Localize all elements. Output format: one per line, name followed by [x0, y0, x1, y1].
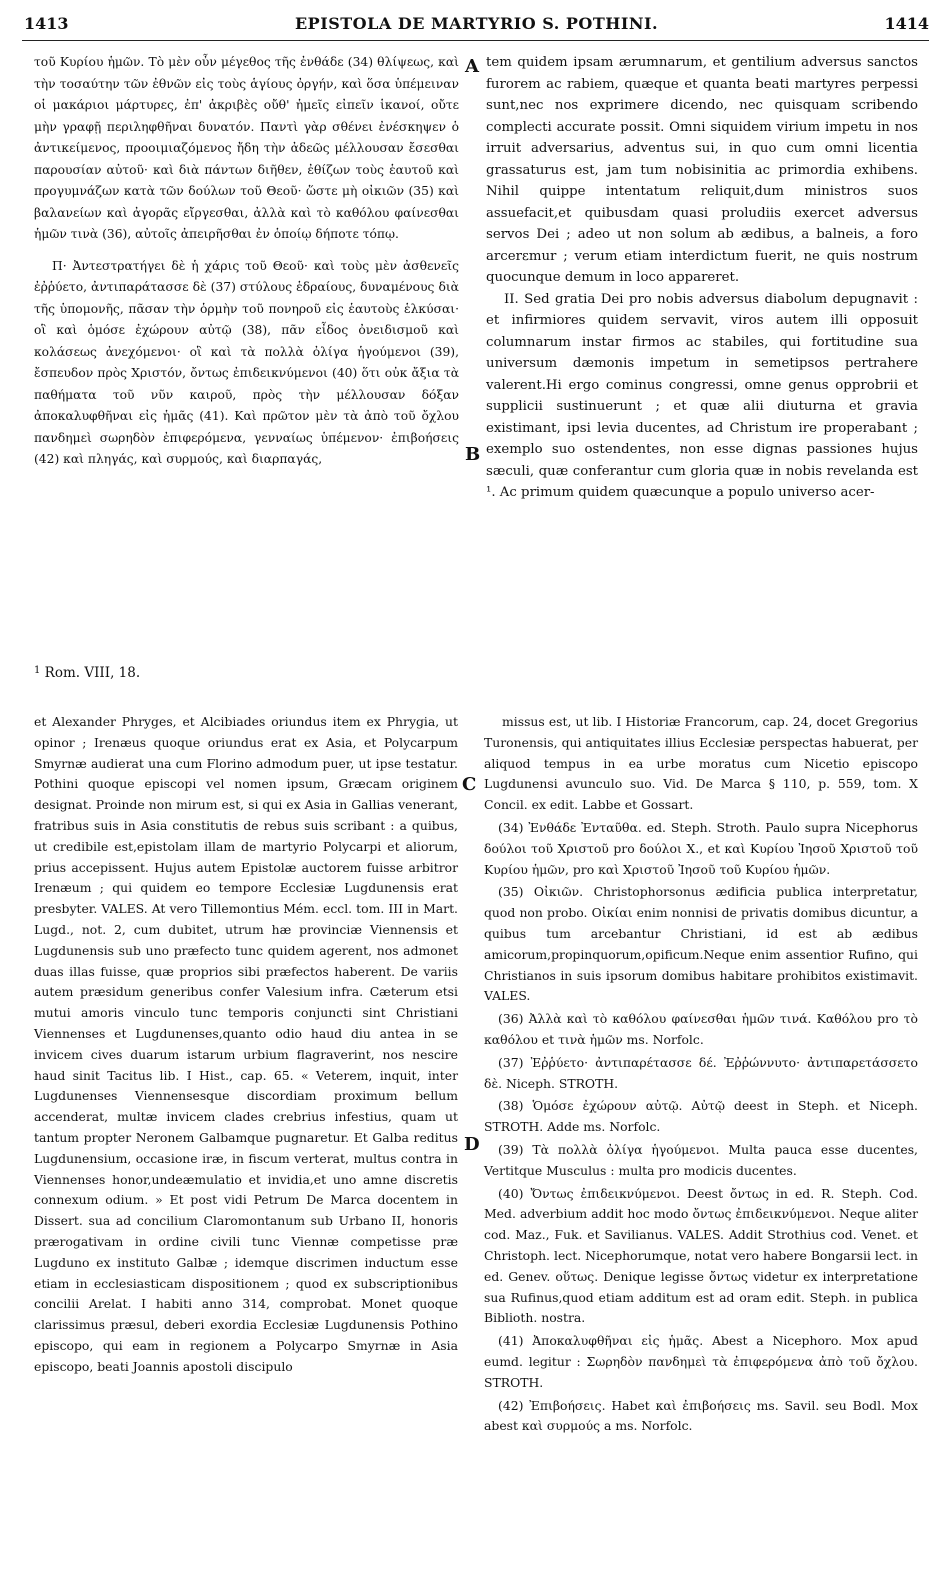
footnote — [34, 665, 140, 681]
note-continuation: missus est, ut lib. I Historiæ Francorum, cap. 24, docet Gregorius Turonensis, qui antiquitates illius Ecclesiæ perspectas habuerat, per aliquod tempus in ea urbe moratus cum Nicetio episcopo Lugdunensi avunculo suo. Vid. De Marca § 110, p. 559, tom. X Concil. ex edit. Labbe et Gossart. — [484, 714, 918, 813]
greek-text-column — [34, 52, 459, 471]
note-36: (36) Ἀλλὰ καὶ τὸ καθόλου φαίνεσθαι ἡμῶν τινά. Καθόλου pro τὸ καθόλου et τινὰ ἡμῶν ms. Norfolc. — [484, 1011, 918, 1047]
notes-left-column — [34, 712, 458, 1378]
latin-paragraph-1: tem quidem ipsam ærumnarum, et gentilium adversus sanctos furorem ac rabiem, quæque et quanta beati martyres perpessi sunt,nec nos exprimere dicendo, nec quisquam scribendo complecti accurate possit. Omni siquidem virium impetu in nos irruit adversarius, adventus sui, in quo cum omni licentia grassaturus est, jam tum nobisinitia ac primordia exhibens. Nihil quippe intentatum reliquit,dum ministros suos assuefacit,et quibusdam quasi proludiis exercet adversus servos Dei ; adeo ut non solum ab ædibus, a balneis, a foro arcerεmur ; verum etiam interdictum fuerit, ne quis nostrum quocunque demum in loco appareret. — [486, 55, 918, 285]
note-34: (34) Ἐνθάδε Ἐνταῦθα. ed. Steph. Stroth. Paulo supra Nicephorus δούλοι τοῦ Χριστοῦ pro δούλοι X., et καὶ Κυρίου Ἰησοῦ Χριστοῦ τοῦ Κυρίου ἡμῶν, pro καὶ Χριστοῦ Ἰησοῦ τοῦ Κυρίου ἡμῶν. — [484, 819, 918, 877]
page-header — [24, 14, 929, 40]
header-rule — [22, 40, 929, 41]
note-37: (37) Ἐῤῥύετο· ἀντιπαρέτασσε δέ. Ἐῤῥώννυτο· ἀντιπαρετάσσετο δὲ. Niceph. STROTH. — [484, 1054, 918, 1091]
notes-right-column — [484, 712, 918, 1437]
page-number-left: 1413 — [24, 14, 69, 33]
page-number-right: 1414 — [884, 14, 929, 33]
note-40: (40) Ὄντως ἐπιδεικνύμενοι. Deest ὄντως in ed. R. Steph. Cod. Med. adverbium addit hoc modo ὄντως ἐπιδεικνύμενοι. Neque aliter cod. Maz., Fuk. et Savilianus. VALES. Addit Strothius cod. Venet. et Christoph. lect. Nicephorumque, notat vero habere Bongarsii lect. in ed. Genev. οὕτως. Denique legisse ὄντως videtur ex interpretatione sua Rufinus,quod etiam additum est ad oram edit. Steph. in publica Biblioth. nostra. — [484, 1185, 918, 1326]
greek-paragraph-1: τοῦ Κυρίου ἡμῶν. Τὸ μὲν οὖν μέγεθος τῆς ἐνθάδε (34) θλίψεως, καὶ τὴν τοσαύτην τῶν ἐθνῶν εἰς τοὺς ἁγίους ὀργήν, καὶ ὅσα ὑπέμειναν οἱ μακάριοι μάρτυρες, ἐπ' ἀκριβὲς οὔθ' ἡμεῖς εἰπεῖν ἱκανοί, οὔτε μὴν γραφῇ περιληφθῆναι δυνατόν. Παντὶ γὰρ σθένει ἐνέσκηψεν ὁ ἀντικείμενος, προοιμιαζόμενος ἤδη τὴν ἀδεῶς μέλλουσαν ἔσεσθαι παρουσίαν αὐτοῦ· καὶ διὰ πάντων διῆθεν, ἐθίζων τοὺς ἑαυτοῦ καὶ προγυμνάζων κατὰ τῶν δούλων τοῦ Θεοῦ· ὥστε μὴ οἰκιῶν (35) καὶ βαλανείων καὶ ἀγορᾶς εἴργεσθαι, ἀλλὰ καὶ τὸ καθόλου φαίνεσθαι ἡμῶν τινὰ (36), αὐτοῖς ἀπειρῆσθαι ἐν ὁποίῳ δήποτε τόπῳ. — [34, 55, 459, 241]
latin-text-column — [486, 52, 918, 504]
notes-left-text: et Alexander Phryges, et Alcibiades oriundus item ex Phrygia, ut opinor ; Irenæus quoque oriundus erat ex Asia, et Polycarpum Smyrnæ audierat una cum Florino admodum puer, ut ipse testatur. Pothini quoque episcopi vel nomen ipsum, Græcam originem designat. Proinde non mirum est, si qui ex Asia in Gallias venerant, fratribus suis in Asia constitutis de rebus suis scribant : a quibus, ut credibile est,epistolam illam de martyrio Polycarpi et aliorum, prius accepissent. Hujus autem Epistolæ auctorem fuisse arbitror Irenæum ; qui quidem eo tempore Ecclesiæ Lugdunensis erat presbyter. VALES. At vero Tillemontius Mém. eccl. tom. III in Mart. Lugd., not. 2, cum dubitet, utrum hæ provinciæ Viennensis et Lugdunensis sub uno præfecto tunc quidem agerent, nos admonet duas illas fuisse, quæ proprios sibi præfectos haberent. De variis autem præsidum generibus confer Valesium infra. Cæterum etsi mutui amoris vinculo tunc temporis conjuncti sint Christiani Viennenses et Lugdunenses,quanto odio haud diu antea in se invicem cives duarum istarum urbium flagraverint, nos nescire haud sinit Tacitus lib. I Hist., cap. 65. « Veterem, inquit, inter Lugdunenses Viennensesque discordiam proximum bellum accenderat, multæ invicem clades crebrius infestius, quam ut tantum propter Neronem Galbamque pugnaretur. Et Galba reditus Lugdunensium, occasione iræ, in fiscum verterat, multus contra in Viennenses honor,undeæmulatio et invidia,et uno amne discretis connexum odium. » Et post vidi Petrum De Marca docentem in Dissert. sua ad concilium Claromontanum sub Urbano II, honoris prærogativam in ordine civili tunc Viennæ competisse præ Lugduno ex instituto Galbæ ; idemque discrimen inductum esse etiam in ecclesiasticam dispositionem ; quod ex subscriptionibus concilii Arelat. I habiti anno 314, comprobat. Monet quoque clarissimus præsul, deberi exordia Ecclesiæ Lugdunensis Pothino episcopo, qui eam in regionem a Polycarpo Smyrnæ in Asia episcopo, beati Joannis apostoli discipulo — [34, 714, 458, 1374]
footnote-mark: 1 — [34, 665, 41, 676]
margin-letter-b: B — [465, 444, 481, 465]
footnote-text: Rom. VIII, 18. — [44, 665, 141, 681]
margin-letter-a: A — [465, 56, 479, 77]
note-39: (39) Τὰ πολλὰ ὀλίγα ἡγούμενοι. Multa pauca esse ducentes, Vertitque Musculus : multa pro modicis ducentes. — [484, 1141, 918, 1178]
greek-paragraph-2: Π· Ἀντεστρατήγει δὲ ἡ χάρις τοῦ Θεοῦ· καὶ τοὺς μὲν ἀσθενεῖς ἐῤῥύετο, ἀντιπαράτασσε δὲ (37) στύλους ἑδραίους, δυναμένους διὰ τῆς ὑπομονῆς, πᾶσαν τὴν ὁρμὴν τοῦ πονηροῦ εἰς ἑαυτοὺς ἑλκύσαι· οἳ καὶ ὁμόσε ἐχώρουν αὐτῷ (38), πᾶν εἶδος ὀνειδισμοῦ καὶ κολάσεως ἀνεχόμενοι· οἳ καὶ τὰ πολλὰ ὀλίγα ἡγούμενοι (39), ἔσπευδον πρὸς Χριστόν, ὄντως ἐπιδεικνύμενοι (40) ὅτι οὐκ ἄξια τὰ παθήματα τοῦ νῦν καιροῦ, πρὸς τὴν μέλλουσαν δόξαν ἀποκαλυφθῆναι εἰς ἡμᾶς (41). Καὶ πρῶτον μὲν τὰ ἀπὸ τοῦ ὄχλου πανδημεὶ σωρηδὸν ἐπιφερόμενα, γενναίως ὑπέμενον· ἐπιβοήσεις (42) καὶ πληγάς, καὶ συρμούς, καὶ διαρπαγάς, — [34, 258, 459, 466]
note-42: (42) Ἐπιβοήσεις. Habet καὶ ἐπιβοήσεις ms. Savil. seu Bodl. Mox abest καὶ συρμούς a ms. Norfolc. — [484, 1397, 918, 1434]
margin-letter-c: C — [462, 774, 477, 795]
note-38: (38) Ὁμόσε ἐχώρουν αὐτῷ. Αὐτῷ deest in Steph. et Niceph. STROTH. Adde ms. Norfolc. — [484, 1098, 918, 1135]
running-title: EPISTOLA DE MARTYRIO S. POTHINI. — [294, 14, 659, 33]
note-41: (41) Ἀποκαλυφθῆναι εἰς ἡμᾶς. Abest a Nicephoro. Mox apud eumd. legitur : Σωρηδὸν πανδημεὶ τὰ ἐπιφερόμενα ἀπὸ τοῦ ὄχλου. STROTH. — [484, 1333, 918, 1390]
margin-letter-d: D — [464, 1134, 480, 1155]
note-35: (35) Οἰκιῶν. Christophorsonus ædificia publica interpretatur, quod non probo. Οἰκίαι enim nonnisi de privatis domibus dicuntur, a quibus tum arcebantur Christiani, id est ab ædibus amicorum,propinquorum,opificum.Neque enim assentior Rufino, qui Christianos in suis ipsorum domibus habitare prohibitos existimavit. VALES. — [484, 884, 918, 1004]
latin-paragraph-2: II. Sed gratia Dei pro nobis adversus diabolum depugnavit : et infirmiores quidem servavit, viros autem illi opposuit columnarum instar firmos ac stabiles, qui fortitudine sua universum dæmonis impetum in semetipsos pertrahere valerent.Hi ergo cominus congressi, omne genus opprobrii et supplicii sustinuerunt ; et quæ alii diuturna et gravia existimant, ipsi levia ducentes, ad Christum ire properabant ; exemplo suo ostendentes, non esse dignas passiones hujus sæculi, quæ conferantur cum gloria quæ in nobis revelanda est ¹. Ac primum quidem quæcunque a populo universo acer- — [486, 291, 918, 500]
